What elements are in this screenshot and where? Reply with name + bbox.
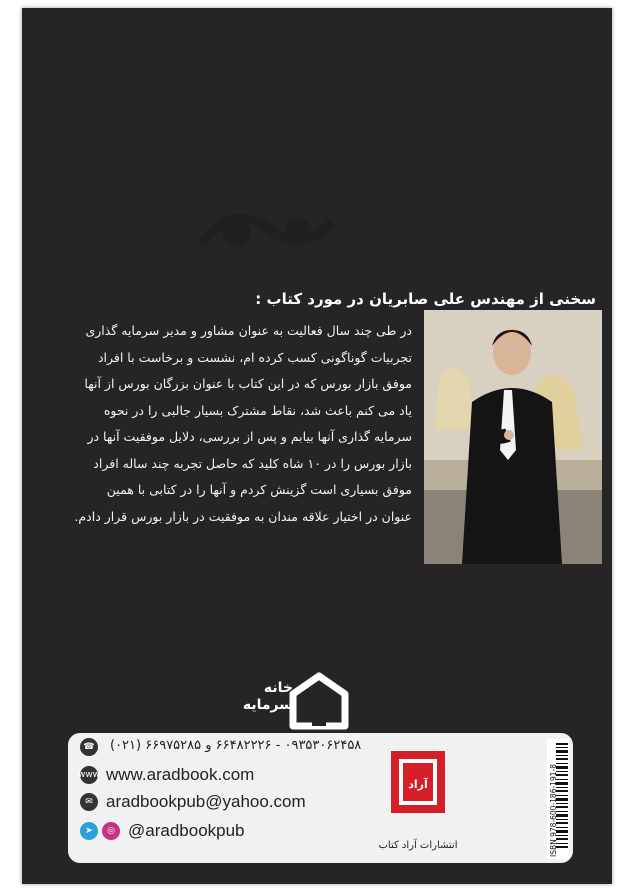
body-line: یاد می کنم باعث شد، نقاط مشترک بسیار جالبی را در نحوه [103, 402, 412, 418]
body-line: تجربیات گوناگونی کسب کرده ام، نشست و برخاست با افراد [97, 349, 412, 365]
series-logo [237, 666, 357, 736]
series-logo-line2: سرمایه [242, 697, 293, 713]
publisher-block [378, 743, 458, 853]
telegram-icon[interactable]: ➤ [80, 822, 98, 840]
embossed-title-decoration [192, 193, 342, 263]
body-line: در طی چند سال فعالیت به عنوان مشاور و مدیر سرمایه گذاری [85, 323, 412, 338]
website-row[interactable] [77, 765, 255, 785]
quote-heading: سخنی از مهندس علی صابریان در مورد کتاب : [255, 290, 596, 308]
quote-body [67, 318, 412, 530]
body-line: سرمایه گذاری آنها بیابم و پس از بررسی، دلایل موفقیت آنها در [87, 429, 412, 444]
isbn-number: ISBN 978-600-186-191-8 [549, 764, 558, 857]
body-line: عنوان در اختیار علاقه مندان به موفقیت در بازار بورس قرار دادم. [74, 508, 412, 524]
body-line: موفق بسیاری است گزینش کردم و آنها را در کتابی با همین [106, 482, 412, 497]
publisher-logo [383, 743, 453, 823]
social-row[interactable] [80, 821, 245, 841]
globe-icon: www [80, 766, 98, 784]
publisher-name: انتشارات آراد کتاب [378, 840, 458, 851]
publisher-logo-text: آراد [408, 778, 428, 791]
phone-row [80, 738, 106, 756]
contact-panel [68, 733, 573, 863]
instagram-icon[interactable]: ◎ [102, 822, 120, 840]
series-logo-line1: خانه [263, 680, 293, 696]
phone-numbers: ۰۹۳۵۳۰۶۲۴۵۸ - ۶۶۴۸۲۲۲۶ و ۶۶۹۷۵۲۸۵ (۰۲۱) [110, 738, 362, 753]
phone-icon: ☎ [80, 738, 98, 756]
body-line: موفق بازار بورس که در این کتاب با عنوان بزرگان بورس از آنها [84, 376, 412, 391]
body-line: بازار بورس را در ۱۰ شاه کلید که حاصل تجربه چند ساله افراد [93, 455, 412, 471]
email-link[interactable]: aradbookpub@yahoo.com [106, 792, 306, 811]
email-row[interactable] [80, 792, 306, 812]
email-icon: ✉ [80, 793, 98, 811]
author-photo [424, 310, 602, 564]
website-link[interactable]: www.aradbook.com [106, 765, 255, 784]
social-handle[interactable]: @aradbookpub [128, 821, 245, 840]
isbn-barcode [547, 739, 569, 859]
